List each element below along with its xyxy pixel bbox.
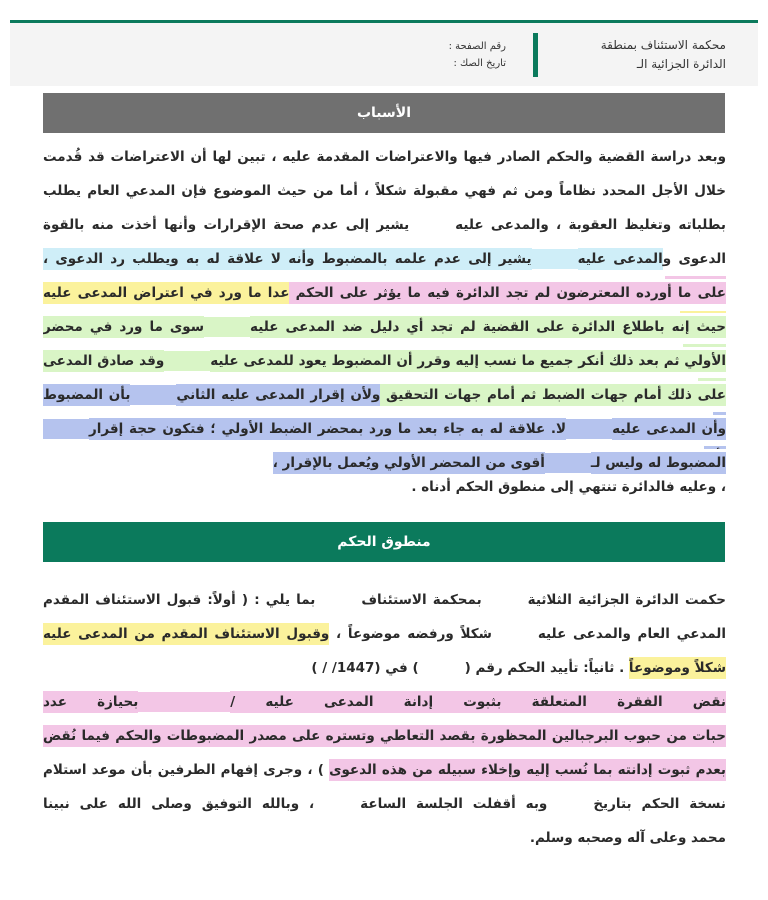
verdict-paragraph <box>43 586 726 858</box>
text-segment: بمحكمة الاستئناف <box>361 592 482 608</box>
highlighted-text-green: على ذلك أمام جهات الضبط ثم أمام جهات التحقيق <box>380 384 726 406</box>
reasons-line <box>43 313 726 347</box>
verdict-line <box>43 688 726 722</box>
highlighted-text-blue: المضبوط له وليس لـ <box>591 452 726 474</box>
highlighted-text-green: سوى ما ورد في محضر <box>43 316 726 347</box>
reasons-line <box>43 279 726 313</box>
highlighted-text-blue: ولأن إقرار المدعى عليه الثاني <box>176 384 380 406</box>
text-segment: . ثانياً: تأييد الحكم رقم ( <box>464 660 629 676</box>
reasons-line <box>43 381 726 415</box>
blank-field <box>492 624 538 644</box>
highlighted-text-pink: على ما أورده المعترضون لم تجد الدائرة فيه ما يؤثر على الحكم <box>289 282 726 304</box>
highlighted-text-pink: بحيازة عدد <box>43 691 138 713</box>
text-segment: وبه أقفلت الجلسة الساعة <box>360 796 548 812</box>
text-segment: محمد وعلى آله وصحبه وسلم. <box>529 830 726 846</box>
text-segment: شكلاً ورفضه موضوعاً ، <box>329 626 492 642</box>
court-line-1: محكمة الاستئناف بمنطقة <box>600 38 726 52</box>
verdict-line <box>43 824 726 858</box>
reasons-section-title: الأسباب <box>43 93 725 133</box>
verdict-section-title: منطوق الحكم <box>43 522 725 562</box>
text-segment: ) ، وجرى إفهام الطرفين بأن موعد استلام <box>43 762 330 778</box>
reasons-closing-wrap <box>43 473 726 507</box>
blank-field <box>482 590 528 610</box>
blank-field <box>547 794 593 814</box>
reasons-line <box>43 143 726 177</box>
text-segment: خلال الأجل المحدد نظاماً ومن ثم فهي مقبولة شكلاً ، أما من حيث الموضوع فإن المدعي العام يطلب <box>43 183 726 199</box>
highlighted-text-yellow: عدا ما ورد في اعتراض المدعى عليه <box>43 282 289 304</box>
page-number-label: رقم الصفحة : <box>448 41 506 52</box>
highlighted-text-green: وقد صادق المدعى <box>43 350 726 381</box>
highlighted-text-blue: لا. علاقة له به جاء بعد ما ورد بمحضر الضبط الأولي ؛ فتكون حجة إقرار <box>89 418 566 440</box>
highlighted-text-pink: حبات من حبوب البرجبالين المحظورة بقصد التعاطي وتستره على مصدر المضبوطات والحكم فيما نُقض <box>43 725 726 747</box>
header-divider <box>533 33 538 77</box>
verdict-line <box>43 654 726 688</box>
reasons-paragraph <box>43 143 726 483</box>
highlighted-text-cyan: يشير إلى عدم علمه بالمضبوط وأنه لا علاقة له به ويطلب رد الدعوى ، <box>43 248 532 270</box>
text-segment: يشير إلى عدم صحة الإقرارات وأنها أخذت منه بالقوة <box>43 217 410 233</box>
text-segment: ) في (1447/ / ) <box>311 660 419 676</box>
blank-field <box>164 351 210 371</box>
text-segment: بطلباته وتغليظ العقوبة ، والمدعى عليه <box>455 217 726 233</box>
blank-field <box>419 658 465 678</box>
verdict-line <box>43 722 726 756</box>
blank-field <box>138 692 184 712</box>
text-segment: حكمت الدائرة الجزائية الثلاثية <box>527 592 726 608</box>
blank-field <box>204 317 250 337</box>
blank-field <box>532 249 578 269</box>
blank-field <box>545 453 591 473</box>
reasons-line <box>43 177 726 211</box>
reasons-line <box>43 245 726 279</box>
highlighted-text-green: الأولي ثم بعد ذلك أنكر جميع ما نسب إليه وقرر أن المضبوط يعود للمدعى عليه <box>210 350 726 372</box>
highlighted-text-blue: بأن المضبوط <box>43 384 726 415</box>
blank-field <box>130 385 176 405</box>
highlighted-text-blue: أقوى من المحضر الأولي ويُعمل بالإقرار ، <box>273 452 545 474</box>
verdict-line <box>43 620 726 654</box>
highlighted-text-pink: بعدم ثبوت إدانته بما نُسب إليه وإخلاء سبيله من هذه الدعوى <box>329 759 726 781</box>
highlighted-text-yellow: شكلاً وموضوعاً <box>629 657 726 679</box>
verdict-line <box>43 586 726 620</box>
highlighted-text-pink: نقض الفقرة المتعلقة بثبوت إدانة المدعى عليه / <box>230 691 726 713</box>
highlighted-text-green: حيث إنه باطلاع الدائرة على القضية لم تجد أي دليل ضد المدعى عليه <box>250 316 726 338</box>
text-segment: وبعد دراسة القضية والحكم الصادر فيها والاعتراضات المقدمة عليه ، تبين لها أن الاعتراضات قد قُدمت <box>43 149 726 165</box>
deed-date-label: تاريخ الصك : <box>453 58 506 69</box>
highlighted-text-blue: وأن المدعى عليه <box>612 418 726 440</box>
text-segment: بما يلي : ( أولاً: قبول الاستئناف المقدم <box>43 592 316 608</box>
highlighted-text-cyan: المدعى عليه <box>578 248 663 270</box>
blank-field <box>409 215 455 235</box>
verdict-line <box>43 756 726 790</box>
verdict-line <box>43 790 726 824</box>
court-name <box>601 36 726 74</box>
reasons-line <box>43 347 726 381</box>
reasons-line <box>43 211 726 245</box>
blank-field <box>184 692 230 712</box>
highlighted-text-yellow: وقبول الاستئناف المقدم من المدعى عليه <box>43 623 329 645</box>
reasons-line <box>43 415 726 449</box>
blank-field <box>43 419 89 439</box>
blank-field <box>566 419 612 439</box>
text-segment: الدعوى و <box>662 251 726 267</box>
text-segment: المدعي العام والمدعى عليه <box>537 626 726 642</box>
blank-field <box>315 590 361 610</box>
blank-field <box>314 794 360 814</box>
text-segment: ، وبالله التوفيق وصلى الله على نبينا <box>43 796 315 812</box>
deed-meta <box>449 38 506 72</box>
reasons-closing: ، وعليه فالدائرة تنتهي إلى منطوق الحكم أدناه . <box>411 479 726 495</box>
court-line-2: الدائرة الجزائية الـ <box>636 57 726 71</box>
text-segment: نسخة الحكم بتاريخ <box>593 796 726 812</box>
